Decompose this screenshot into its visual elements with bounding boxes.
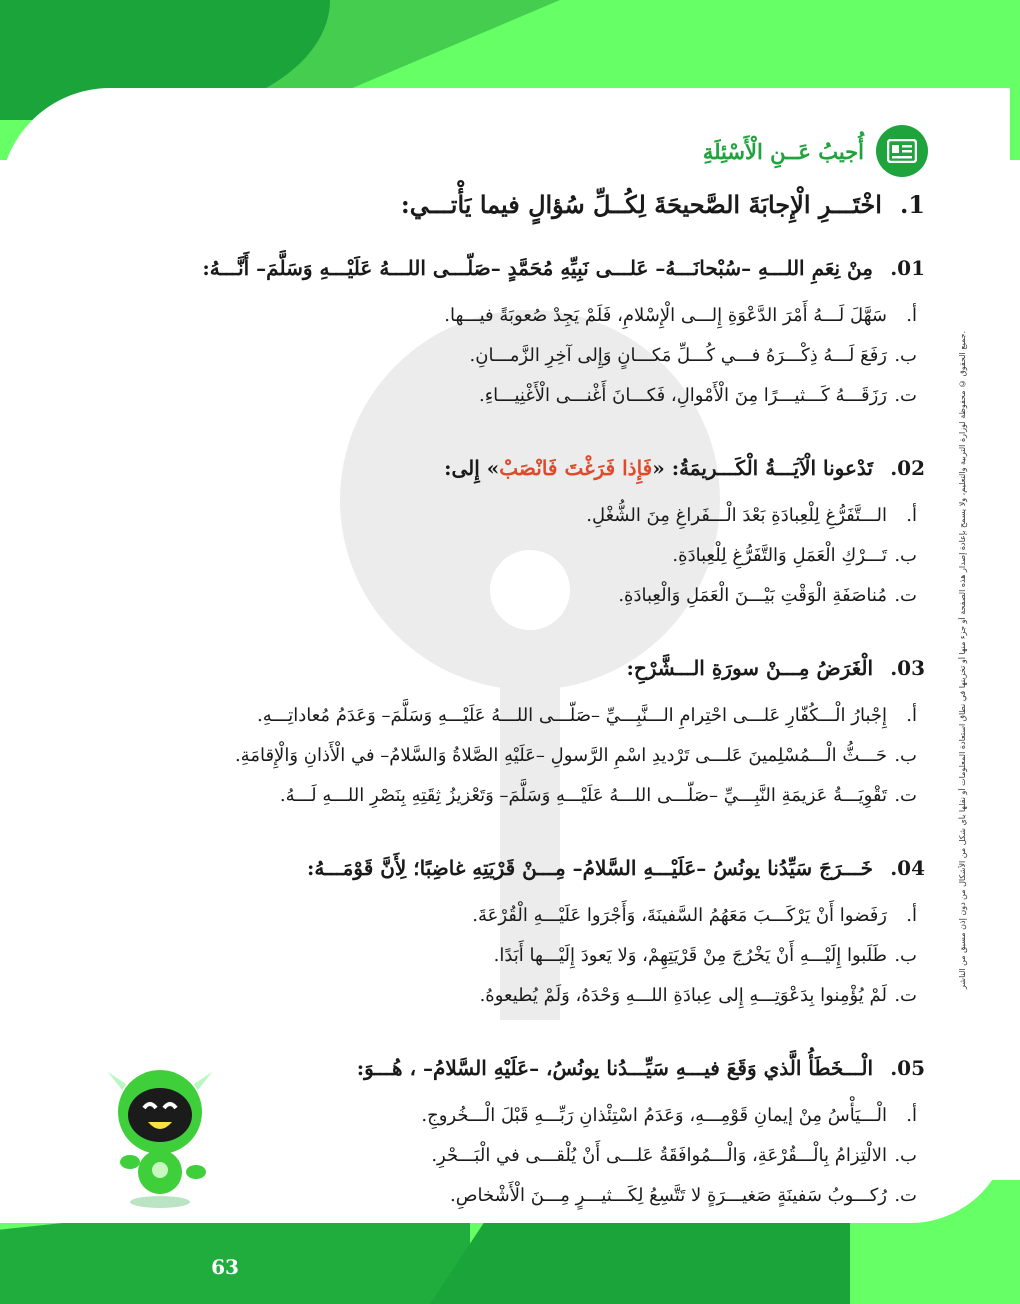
question-block: [95, 240, 925, 416]
question-text: خَـــرَجَ سَيِّدُنا يونُسُ –عَلَيْـــهِ السَّلامُ– مِـــنْ قَرْيَتِهِ غاضِبًا؛ لِأَنَّ قَوْمَـــهُ:: [306, 856, 873, 880]
answer-option[interactable]: [95, 896, 925, 936]
answer-option[interactable]: [95, 496, 925, 536]
answer-option[interactable]: [95, 336, 925, 376]
exercise-icon: [876, 125, 928, 177]
question-number: 01.: [890, 256, 925, 280]
main-question: [95, 190, 925, 240]
question-text-before: تَدْعونا الْآيَـــةُ الْكَـــريمَةُ: «: [652, 456, 873, 480]
option-label: أ.: [906, 1105, 917, 1126]
page-number: 63: [211, 1255, 239, 1279]
option-text: الـــتَّفَرُّغِ لِلْعِبادَةِ بَعْدَ الْـــفَراغِ مِنَ الشُّغْلِ.: [586, 505, 887, 526]
question-line: [95, 240, 925, 296]
option-text: رُكـــوبُ سَفينَةٍ صَغيـــرَةٍ لا تَتَّسِعُ لِكَـــثيـــرٍ مِـــنَ الْأَشْخاصِ.: [450, 1185, 887, 1206]
answer-option[interactable]: [95, 536, 925, 576]
option-label: ب.: [894, 1145, 917, 1166]
answer-option[interactable]: [95, 736, 925, 776]
answer-option[interactable]: [95, 776, 925, 816]
main-question-number: 1.: [899, 190, 925, 219]
option-label: أ.: [906, 705, 917, 726]
question-number: 04.: [890, 856, 925, 880]
option-text: الالْتِزامُ بِالْـــقُرْعَةِ، وَالْـــمُوافَقَةُ عَلـــى أَنْ يُلْقـــى في الْبَـــحْرِ.: [431, 1145, 887, 1166]
option-text: رَفَعَ لَـــهُ ذِكْـــرَهُ فـــي كُـــلِّ مَكـــانٍ وَإِلى آخِرِ الزَّمـــانِ.: [469, 345, 887, 366]
question-block: [95, 440, 925, 616]
answer-option[interactable]: [95, 976, 925, 1016]
main-question-text: اخْتَـــرِ الْإِجابَةَ الصَّحيحَةَ لِكُــلِّ سُؤالٍ فيما يَأْتـــي:: [400, 190, 882, 219]
answer-option[interactable]: [95, 936, 925, 976]
option-label: ت.: [894, 985, 917, 1006]
option-label: ت.: [894, 585, 917, 606]
option-text: تَـــرْكِ الْعَمَلِ وَالتَّفَرُّغِ لِلْعِبادَةِ.: [672, 545, 887, 566]
question-number: 03.: [890, 656, 925, 680]
option-label: أ.: [906, 905, 917, 926]
option-label: ب.: [894, 945, 917, 966]
question-text: الْـــخَطَأُ الَّذي وَقَعَ فيـــهِ سَيِّـــدُنا يونُسُ، –عَلَيْهِ السَّلامُ– ، هُـــوَ:: [356, 1056, 873, 1080]
question-text: [444, 440, 873, 496]
copyright-note: جميع الحقوق © محفوظة لوزارة التربية والتعليم، ولا يسمح بإعادة إصدار هذه الصفحة أو جزء منها أو تخزينها في نطاق استعادة المعلومات أو نقلها بأي شكل من الأشكال من دون إذن مسبق من الناشر.: [958, 330, 967, 990]
option-text: سَهَّلَ لَـــهُ أَمْرَ الدَّعْوَةِ إِلـــى الْإِسْلامِ، فَلَمْ يَجِدْ صُعوبَةً فيـــها.: [444, 305, 887, 326]
question-line: [95, 840, 925, 896]
option-text: طَلَبوا إِلَيْـــهِ أَنْ يَخْرُجَ مِنْ قَرْيَتِهِمْ، وَلا يَعودَ إِلَيْـــها أَبَدًا.: [493, 945, 887, 966]
answer-option[interactable]: [95, 296, 925, 336]
answer-option[interactable]: [95, 696, 925, 736]
question-number: 05.: [890, 1056, 925, 1080]
option-text: تَقْوِيَـــةُ عَزيمَةِ النَّبِـــيِّ –صَلّـــى اللـــهُ عَلَيْـــهِ وَسَلَّمَ– وَتَعْزيزُ ثِقَتِهِ بِنَصْرِ اللـــهِ لَـــهُ.: [279, 785, 887, 806]
option-text: رَفَضوا أَنْ يَرْكَـــبَ مَعَهُمُ السَّفينَةَ، وَأَجْرَوا عَلَيْـــهِ الْقُرْعَةَ.: [472, 905, 887, 926]
question-text-after: » إِلى:: [444, 456, 500, 480]
option-label: ب.: [894, 345, 917, 366]
question-text: مِنْ نِعَمِ اللـــهِ –سُبْحانَـــهُ– عَلـــى نَبِيِّهِ مُحَمَّدٍ –صَلّـــى اللـــهُ عَلَيْـــهِ وَسَلَّمَ– أَنَّـــهُ:: [202, 256, 873, 280]
option-label: ت.: [894, 785, 917, 806]
option-text: إِجْبارُ الْـــكُفّارِ عَلـــى احْتِرامِ الـــنَّبِـــيِّ –صَلّـــى اللـــهُ عَلَيْـــهِ وَسَلَّمَ– وَعَدَمُ مُعاداتِـــهِ.: [257, 705, 887, 726]
option-label: أ.: [906, 505, 917, 526]
question-line: [95, 440, 925, 496]
section-header: [703, 125, 928, 177]
option-label: أ.: [906, 305, 917, 326]
option-text: لَمْ يُؤْمِنوا بِدَعْوَتِـــهِ إِلى عِبادَةِ اللـــهِ وَحْدَهُ، وَلَمْ يُطيعوهُ.: [479, 985, 887, 1006]
question-text: الْغَرَضُ مِـــنْ سورَةِ الـــشَّرْحِ:: [626, 656, 873, 680]
option-text: الْـــيَأْسُ مِنْ إيمانِ قَوْمِـــهِ، وَعَدَمُ اسْتِئْذانِ رَبِّـــهِ قَبْلَ الْـــخُروجِ.: [421, 1105, 887, 1126]
question-block: [95, 640, 925, 816]
quran-quote: فَإِذا فَرَغْتَ فَانْصَبْ: [499, 456, 653, 480]
question-block: [95, 840, 925, 1016]
option-text: رَزَقَـــهُ كَـــثيـــرًا مِنَ الْأَمْوالِ، فَكـــانَ أَغْنـــى الْأَغْنِيـــاءِ.: [478, 385, 887, 406]
option-label: ت.: [894, 385, 917, 406]
option-label: ب.: [894, 545, 917, 566]
question-number: 02.: [890, 456, 925, 480]
answer-option[interactable]: [95, 376, 925, 416]
option-text: مُناصَفَةِ الْوَقْتِ بَيْـــنَ الْعَمَلِ وَالْعِبادَةِ.: [618, 585, 887, 606]
robot-mascot-icon: [100, 1060, 220, 1210]
option-text: حَـــثُّ الْـــمُسْلِمينَ عَلـــى تَرْديدِ اسْمِ الرَّسولِ –عَلَيْهِ الصَّلاةُ وَالسَّلامُ– في الْأَذانِ وَالْإِقامَةِ.: [234, 745, 887, 766]
question-line: [95, 640, 925, 696]
option-label: ت.: [894, 1185, 917, 1206]
answer-option[interactable]: [95, 576, 925, 616]
section-title: أُجيبُ عَــنِ الْأَسْئِلَةِ: [702, 138, 864, 164]
option-label: ب.: [894, 745, 917, 766]
